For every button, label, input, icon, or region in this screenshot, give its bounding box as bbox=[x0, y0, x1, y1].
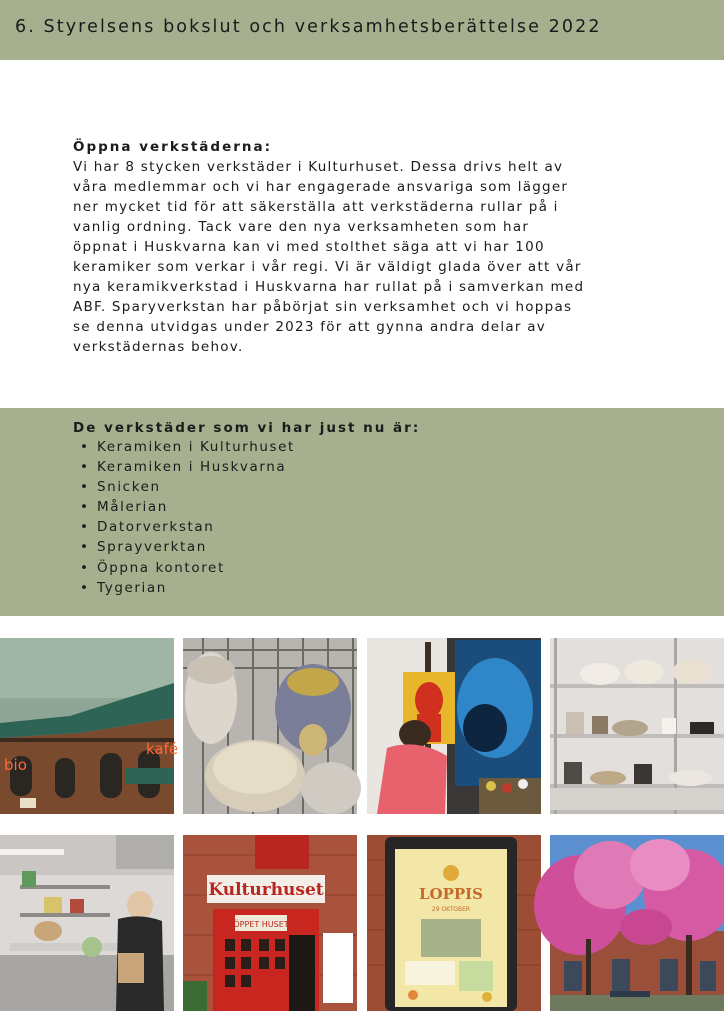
list-item bbox=[80, 558, 295, 578]
poster-title: LOPPIS bbox=[418, 885, 484, 903]
photo-kitchen bbox=[0, 835, 174, 1011]
list-item bbox=[80, 578, 295, 598]
intro-section bbox=[73, 137, 673, 357]
sign-bio: bio bbox=[4, 756, 27, 774]
list-item-label: Öppna kontoret bbox=[97, 559, 225, 576]
sign-kulturhuset: Kulturhuset bbox=[208, 880, 324, 900]
poster-date: 29 OKTOBER bbox=[431, 906, 471, 913]
bullet-icon: • bbox=[80, 479, 90, 496]
bullet-icon: • bbox=[80, 459, 90, 476]
list-item bbox=[80, 477, 295, 497]
photo-shelves bbox=[550, 638, 724, 814]
sign-kafe: kafé bbox=[146, 740, 179, 758]
photo-kulturhuset-entrance bbox=[183, 835, 357, 1011]
bullet-icon: • bbox=[80, 559, 90, 576]
bullet-icon: • bbox=[80, 439, 90, 455]
list-item bbox=[80, 437, 295, 457]
photo-ceramics bbox=[183, 638, 357, 814]
list-item bbox=[80, 457, 295, 477]
list-item-label: Tygerian bbox=[97, 579, 167, 596]
intro-heading: Öppna verkstäderna: bbox=[73, 139, 273, 155]
list-item-label: Sprayverktan bbox=[97, 539, 207, 556]
list-item-label: Snicken bbox=[97, 479, 161, 496]
workshop-list bbox=[80, 437, 295, 598]
list-item bbox=[80, 497, 295, 517]
bullet-icon: • bbox=[80, 519, 90, 536]
photo-painting bbox=[367, 638, 541, 814]
bullet-icon: • bbox=[80, 579, 90, 596]
photo-cherry-blossom bbox=[550, 835, 724, 1011]
list-item-label: Datorverkstan bbox=[97, 519, 215, 536]
photo-kulturhuset-building bbox=[0, 638, 179, 814]
photo-loppis-poster bbox=[367, 835, 541, 1011]
page-header bbox=[0, 0, 724, 60]
list-item-label: Keramiken i Kulturhuset bbox=[97, 439, 295, 455]
list-item bbox=[80, 537, 295, 557]
list-item-label: Keramiken i Huskvarna bbox=[97, 459, 287, 476]
page-title: 6. Styrelsens bokslut och verksamhetsberättelse 2022 bbox=[15, 17, 602, 37]
workshops-heading: De verkstäder som vi har just nu är: bbox=[73, 420, 421, 436]
bullet-icon: • bbox=[80, 499, 90, 516]
bullet-icon: • bbox=[80, 539, 90, 556]
list-item-label: Målerian bbox=[97, 499, 168, 516]
intro-body: Vi har 8 stycken verkstäder i Kulturhuset. Dessa drivs helt av våra medlemmar och vi har engagerade ansvariga som lägger ner mycket tid för att säkerställa att verkstäderna rullar på i vanlig ordning. Tack vare den nya verksamheten som har öppnat i Huskvarna kan vi med stolthet säga att vi har 100 keramiker som verkar i vår regi. Vi är väldigt glada över att vår nya keramikverkstad i Huskvarna har rullat på i samverkan med ABF. Sparyverkstan har påbörjat sin verksamhet och vi hoppas se denna utvidgas under 2023 för att gynna andra delar av verkstädernas behov. bbox=[73, 159, 585, 355]
sign-open: ÖPPET HUSET bbox=[233, 920, 289, 929]
list-item bbox=[80, 517, 295, 537]
